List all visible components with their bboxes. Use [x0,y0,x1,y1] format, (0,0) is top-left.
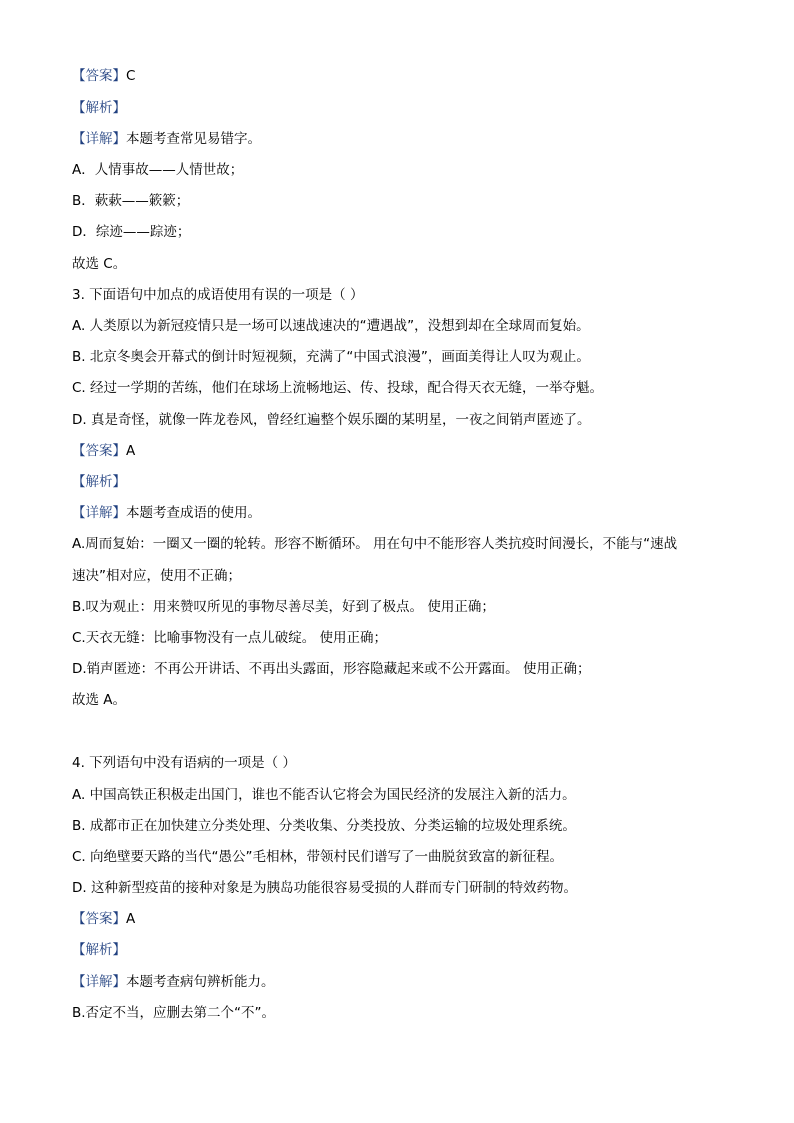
explanation-line: D．综迹——踪迹； [72,224,191,240]
explanation-line: C.天衣无缝：比喻事物没有一点儿破绽。 使用正确； [72,630,388,646]
detail-line [72,130,754,148]
question-stem: 4. 下列语句中没有语病的一项是（ ） [72,755,296,771]
answer-value: A [126,443,136,459]
detail-text: 本题考查常见易错字。 [126,131,261,147]
conclusion-line: 故选 A。 [72,692,127,708]
answer-value: A [126,911,136,927]
detail-line [72,504,754,522]
detail-tag: 【详解】 [72,974,126,990]
question-option: D. 真是奇怪，就像一阵龙卷风，曾经红遍整个娱乐圈的某明星，一夜之间销声匿迹了。 [72,412,591,428]
detail-text: 本题考查成语的使用。 [126,505,261,521]
analysis-tag: 【解析】 [72,100,126,116]
explanation-line: D.销声匿迹：不再公开讲话、不再出头露面，形容隐藏起来或不公开露面。 使用正确； [72,661,591,677]
analysis-tag: 【解析】 [72,474,126,490]
analysis-line [72,99,754,117]
question-option: D. 这种新型疫苗的接种对象是为胰岛功能很容易受损的人群而专门研制的特效药物。 [72,880,577,896]
analysis-tag: 【解析】 [72,942,126,958]
detail-line [72,973,754,991]
answer-value: C [126,68,136,84]
question-option: C. 经过一学期的苦练，他们在球场上流畅地运、传、投球，配合得天衣无缝，一举夺魁。 [72,380,604,396]
question-option: C. 向绝壁要天路的当代“愚公”毛相林，带领村民们谱写了一曲脱贫致富的新征程。 [72,849,563,865]
answer-line [72,67,754,85]
explanation-line: A.周而复始：一圈又一圈的轮转。形容不断循环。 用在句中不能形容人类抗疫时间漫长，不能与“速战 [72,536,678,552]
question-option: A. 人类原以为新冠疫情只是一场可以速战速决的“遭遇战”，没想到却在全球周而复始。 [72,318,590,334]
detail-tag: 【详解】 [72,131,126,147]
analysis-line [72,941,754,959]
answer-tag: 【答案】 [72,443,126,459]
detail-text: 本题考查病句辨析能力。 [126,974,275,990]
answer-tag: 【答案】 [72,68,126,84]
question-option: A. 中国高铁正积极走出国门，谁也不能否认它将会为国民经济的发展注入新的活力。 [72,787,576,803]
detail-tag: 【详解】 [72,505,126,521]
explanation-line: A．人情事故——人情世故； [72,162,244,178]
question-option: B. 北京冬奥会开幕式的倒计时短视频，充满了“中国式浪漫”，画面美得让人叹为观止。 [72,349,590,365]
analysis-line [72,473,754,491]
answer-line [72,910,754,928]
explanation-line: 速决”相对应，使用不正确； [72,568,241,584]
question-option: B. 成都市正在加快建立分类处理、分类收集、分类投放、分类运输的垃圾处理系统。 [72,818,576,834]
explanation-line: B．蔌蔌——簌簌； [72,193,190,209]
question-stem: 3. 下面语句中加点的成语使用有误的一项是（ ） [72,287,364,303]
explanation-line: B.叹为观止：用来赞叹所见的事物尽善尽美，好到了极点。 使用正确； [72,599,495,615]
answer-tag: 【答案】 [72,911,126,927]
explanation-line: B.否定不当，应删去第二个“不”。 [72,1005,276,1021]
conclusion-line: 故选 C。 [72,256,127,272]
answer-line [72,442,754,460]
